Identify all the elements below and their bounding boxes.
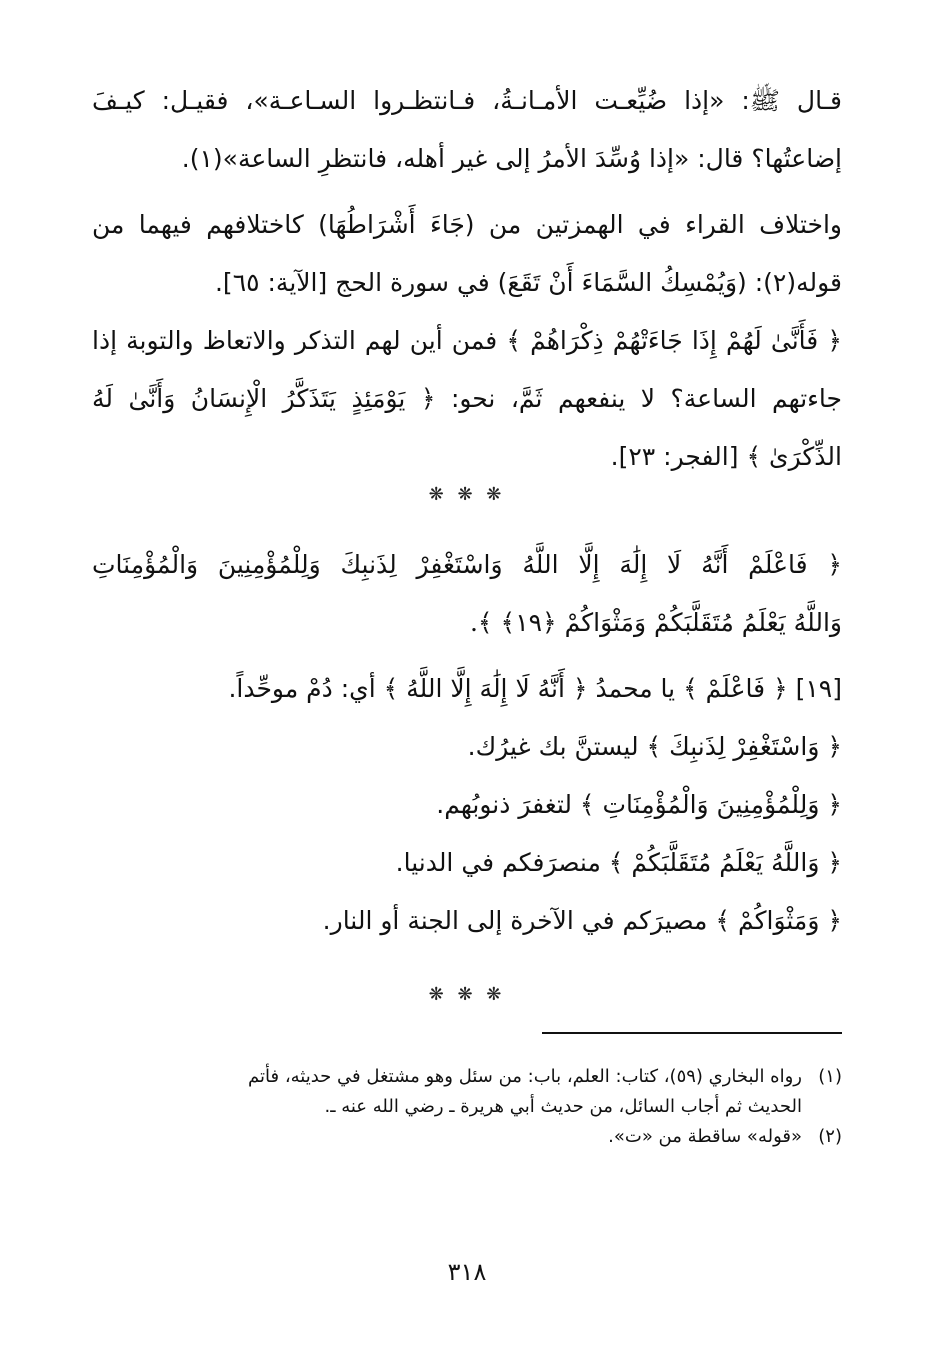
- text-line: واختلاف القراء في الهمزتين من (جَاءَ أَشْرَاطُهَا) كاختلافهم فيهما من: [92, 210, 842, 239]
- hadith-paragraph: [92, 72, 842, 188]
- text-line: جاءتهم الساعة؟ لا ينفعهم ثَمَّ، نحو: ﴿ يَوْمَئِذٍ يَتَذَكَّرُ الْإِنسَانُ وَأَنَّىٰ لَهُ: [92, 384, 842, 413]
- text-line: ﴿ فَأَنَّىٰ لَهُمْ إِذَا جَاءَتْهُمْ ذِكْرَاهُمْ ﴾ فمن أين لهم التذكر والاتعاظ والتوبة إذا: [92, 326, 842, 355]
- verse-line: وَاللَّهُ يَعْلَمُ مُتَقَلَّبَكُمْ وَمَثْوَاكُمْ ﴿١٩﴾ ﴾.: [469, 608, 842, 637]
- commentary-line: ﴿ وَاللَّهُ يَعْلَمُ مُتَقَلَّبَكُمْ ﴾ منصرَفكم في الدنيا.: [395, 848, 842, 877]
- footnote-number: (٢): [818, 1126, 842, 1147]
- footnote-text: رواه البخاري (٥٩)، كتاب: العلم، باب: من سئل وهو مشتغل في حديثه، فأتم: [248, 1066, 802, 1087]
- commentary-block: [92, 660, 842, 950]
- qiraat-paragraph: [92, 196, 842, 312]
- commentary-line: ﴿ وَلِلْمُؤْمِنِينَ وَالْمُؤْمِنَاتِ ﴾ لتغفرَ ذنوبُهم.: [436, 790, 842, 819]
- text-line: الذِّكْرَىٰ ﴾ [الفجر: ٢٣].: [610, 442, 842, 471]
- footnotes: [92, 1062, 842, 1152]
- verse-line: ﴿ فَاعْلَمْ أَنَّهُ لَا إِلَٰهَ إِلَّا اللَّهُ وَاسْتَغْفِرْ لِذَنبِكَ وَلِلْمُؤْمِنِينَ وَالْمُؤْمِنَاتِ: [92, 550, 842, 579]
- tafsir-paragraph: [92, 312, 842, 486]
- section-separator: ❋ ❋ ❋: [428, 484, 506, 505]
- footnote-text: الحديث ثم أجاب السائل، من حديث أبي هريرة ـ رضي الله عنه ـ.: [324, 1096, 802, 1117]
- commentary-line: [١٩] ﴿ فَاعْلَمْ ﴾ يا محمدُ ﴿ أَنَّهُ لَا إِلَٰهَ إِلَّا اللَّهُ ﴾ أي: دُمْ موحِّداً.: [228, 674, 842, 703]
- footnote-2: [92, 1122, 842, 1152]
- footnote-number: (١): [818, 1066, 842, 1087]
- section-separator: ❋ ❋ ❋: [428, 984, 506, 1005]
- commentary-line: ﴿ وَمَثْوَاكُمْ ﴾ مصيرَكم في الآخرة إلى الجنة أو النار.: [322, 906, 842, 935]
- footnote-text: «قوله» ساقطة من «ت».: [608, 1126, 802, 1147]
- text-line: قوله(٢): (وَيُمْسِكُ السَّمَاءَ أَنْ تَقَعَ) في سورة الحج [الآية: ٦٥].: [214, 268, 842, 297]
- text-line: قـال ﷺ: «إذا ضُيِّعـت الأمـانـةُ، فـانتظـروا السـاعـة»، فقيـل: كيـفَ: [92, 86, 842, 115]
- footnote-divider: [542, 1032, 842, 1034]
- quran-verse: [92, 536, 842, 652]
- page-number: ٣١٨: [447, 1258, 487, 1286]
- footnote-1-continued: [92, 1092, 842, 1122]
- footnote-1: [92, 1062, 842, 1092]
- commentary-line: ﴿ وَاسْتَغْفِرْ لِذَنبِكَ ﴾ ليستنَّ بك غيرُك.: [467, 732, 842, 761]
- text-line: إضاعتُها؟ قال: «إذا وُسِّدَ الأمرُ إلى غير أهله، فانتظرِ الساعة»(١).: [181, 144, 842, 173]
